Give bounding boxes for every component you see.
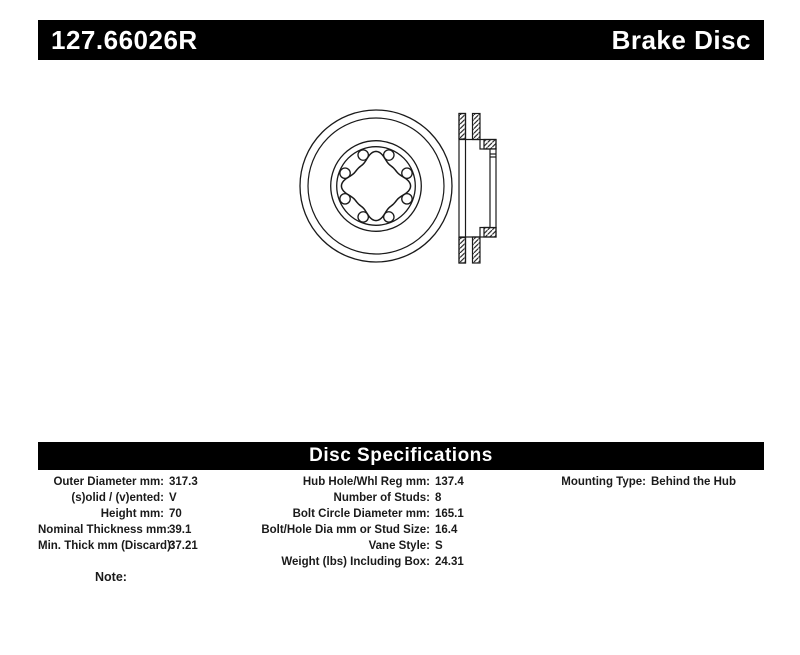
spec-label: Mounting Type:	[561, 476, 646, 488]
spec-label: Number of Studs:	[333, 492, 430, 504]
spec-row	[240, 522, 464, 538]
spec-value: Behind the Hub	[651, 476, 736, 488]
hub-face-circle	[331, 141, 422, 232]
spec-value: 8	[435, 492, 442, 504]
spec-label: Hub Hole/Whl Reg mm:	[302, 476, 430, 488]
inboard-plate-cut-bottom	[473, 237, 481, 263]
outboard-plate-cut-bottom	[459, 238, 466, 264]
brake-disc-front-view	[300, 110, 452, 262]
spec-label: Min. Thick mm (Discard):	[38, 540, 175, 552]
hat-mounting-face	[490, 149, 496, 228]
spec-label: Outer Diameter mm:	[53, 476, 164, 488]
hat-step-bottom-cut	[484, 228, 496, 238]
center-hole-scalloped	[341, 151, 410, 220]
spec-row	[540, 474, 736, 490]
friction-surface-circle	[308, 118, 444, 254]
spec-value: S	[435, 540, 443, 552]
spec-row	[38, 474, 198, 490]
spec-row	[38, 490, 198, 506]
spec-section-title: Disc Specifications	[309, 445, 493, 466]
spec-value: 39.1	[169, 524, 192, 536]
brake-disc-side-view	[459, 114, 496, 264]
spec-row	[38, 538, 198, 554]
inboard-plate-cut-top	[473, 114, 481, 140]
spec-row	[240, 474, 464, 490]
spec-section-bar	[38, 442, 764, 470]
product-type: Brake Disc	[611, 25, 751, 55]
spec-label: Weight (lbs) Including Box:	[281, 556, 430, 568]
spec-value: 37.21	[169, 540, 198, 552]
outer-edge-circle	[300, 110, 452, 262]
spec-column-middle	[240, 474, 464, 570]
spec-label: Bolt/Hole Dia mm or Stud Size:	[261, 524, 430, 536]
spec-value: 137.4	[435, 476, 464, 488]
spec-row	[240, 554, 464, 570]
spec-value: V	[169, 492, 177, 504]
spec-row	[38, 522, 198, 538]
spec-value: 16.4	[435, 524, 458, 536]
note-label: Note:	[95, 570, 127, 584]
spec-value: 317.3	[169, 476, 198, 488]
spec-value: 70	[169, 508, 182, 520]
spec-column-right	[540, 474, 736, 490]
spec-row	[240, 490, 464, 506]
spec-row	[38, 506, 198, 522]
hat-step-top-cut	[484, 140, 496, 150]
spec-row	[240, 538, 464, 554]
spec-value: 24.31	[435, 556, 464, 568]
part-number: 127.66026R	[51, 25, 198, 55]
spec-column-left	[38, 474, 198, 554]
hub-inner-circle	[337, 147, 416, 226]
spec-label: Nominal Thickness mm:	[38, 524, 171, 536]
outboard-plate-cut-top	[459, 114, 466, 140]
spec-label: Vane Style:	[368, 540, 430, 552]
spec-label: (s)olid / (v)ented:	[71, 492, 164, 504]
spec-label: Bolt Circle Diameter mm:	[292, 508, 430, 520]
spec-label: Height mm:	[100, 508, 164, 520]
spec-value: 165.1	[435, 508, 464, 520]
spec-row	[240, 506, 464, 522]
